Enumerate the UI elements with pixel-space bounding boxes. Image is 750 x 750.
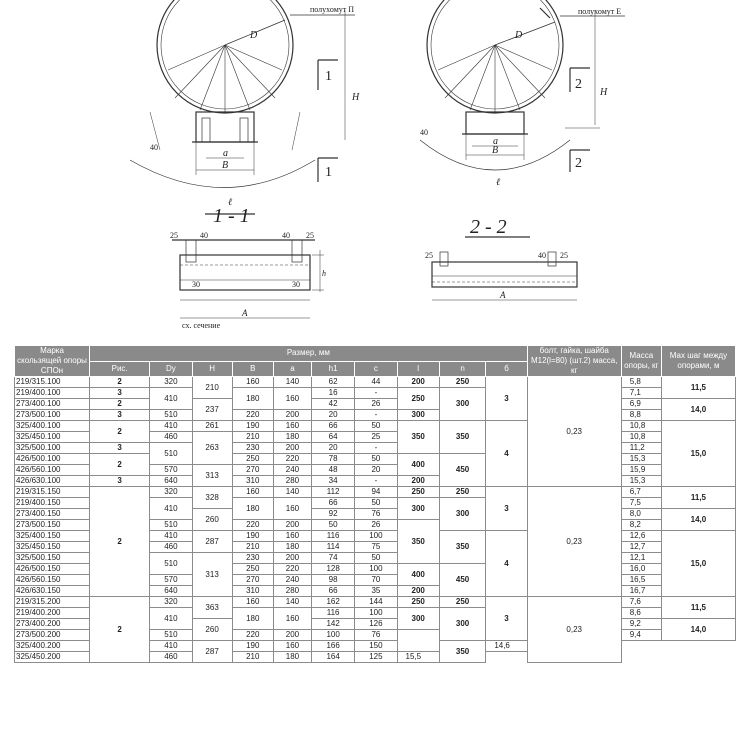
- header-b: B: [232, 361, 273, 377]
- cell-h: 287: [192, 531, 232, 553]
- header-mark: Марка скользящей опоры СПОн: [15, 346, 90, 377]
- cell-h: 260: [192, 619, 232, 641]
- cell-a: 160: [273, 498, 311, 520]
- cell-step: 11,5: [661, 377, 735, 399]
- table-row: [15, 597, 736, 608]
- cell-mark: 273/500.200: [15, 630, 90, 641]
- cell-h1: 166: [311, 641, 354, 652]
- cell-b: 190: [232, 421, 273, 432]
- cell-a: 180: [273, 432, 311, 443]
- cell-b: 250: [232, 564, 273, 575]
- cell-l: 300: [397, 608, 439, 630]
- cell-h: 287: [192, 641, 232, 663]
- cell-dy: 320: [150, 377, 192, 388]
- cell-a: 160: [273, 608, 311, 630]
- cell-h1: 34: [311, 476, 354, 487]
- svg-text:H: H: [600, 87, 608, 98]
- cell-bolt: 0,23: [527, 597, 621, 663]
- cell-c: 150: [355, 641, 397, 652]
- cell-dy: 410: [150, 641, 192, 652]
- cell-a: 160: [273, 421, 311, 432]
- cell-b: 270: [232, 465, 273, 476]
- cell-h1: 164: [311, 652, 354, 663]
- cell-dy: 640: [150, 586, 192, 597]
- cell-h1: 162: [311, 597, 354, 608]
- cell-h1: 78: [311, 454, 354, 465]
- callout-right: полухомут Е: [578, 7, 622, 16]
- cell-mass: 16,5: [621, 575, 661, 586]
- cell-b: 210: [232, 652, 273, 663]
- header-h1: h1: [311, 361, 354, 377]
- cell-mass: 16,0: [621, 564, 661, 575]
- svg-text:В: В: [492, 145, 499, 156]
- cell-a: 140: [273, 377, 311, 388]
- cell-l: [397, 630, 439, 652]
- callout-left: полухомут П: [310, 5, 355, 14]
- cell-fig: 2: [90, 399, 150, 410]
- cell-c: 100: [355, 531, 397, 542]
- cell-step: 14,0: [661, 619, 735, 641]
- cell-l: 350: [397, 421, 439, 454]
- cell-l: 250: [397, 487, 439, 498]
- cell-l: 300: [397, 498, 439, 520]
- cell-dy: 410: [150, 388, 192, 410]
- cell-mark: 325/450.100: [15, 432, 90, 443]
- cell-c: 50: [355, 421, 397, 432]
- cell-dy: 410: [150, 608, 192, 630]
- cell-mass: 12,6: [621, 531, 661, 542]
- technical-drawing: [0, 0, 750, 345]
- cell-mark: 219/315.200: [15, 597, 90, 608]
- header-mass: Масса опоры, кг: [621, 346, 661, 377]
- svg-text:30: 30: [292, 280, 300, 289]
- cell-c: 50: [355, 553, 397, 564]
- cell-mark: 219/315.150: [15, 487, 90, 498]
- svg-text:D: D: [250, 30, 258, 41]
- cell-mass: 15,3: [621, 454, 661, 465]
- cell-b: 220: [232, 410, 273, 421]
- cell-c: 44: [355, 377, 397, 388]
- cell-mark: 426/630.100: [15, 476, 90, 487]
- cell-b: 160: [232, 377, 273, 388]
- cell-b: 190: [232, 641, 273, 652]
- cell-h1: 48: [311, 465, 354, 476]
- cell-step: 15,0: [661, 531, 735, 597]
- cell-b: 230: [232, 443, 273, 454]
- svg-text:A: A: [500, 290, 506, 300]
- section-title-1: 1 - 1: [213, 205, 250, 227]
- cell-mark: 219/400.150: [15, 498, 90, 509]
- cell-l: 200: [397, 586, 439, 597]
- svg-text:ℓ: ℓ: [228, 197, 233, 208]
- cell-c: 25: [355, 432, 397, 443]
- cell-a: 240: [273, 465, 311, 476]
- cell-mass: 15,9: [621, 465, 661, 476]
- cell-h1: 116: [311, 531, 354, 542]
- cell-mark: 325/400.150: [15, 531, 90, 542]
- svg-text:25: 25: [306, 231, 314, 240]
- cell-a: 200: [273, 443, 311, 454]
- cell-l: 400: [397, 564, 439, 586]
- cell-n: 350: [439, 421, 486, 454]
- cell-n: 450: [439, 454, 486, 487]
- cell-mass: 15,3: [621, 476, 661, 487]
- cell-a: 220: [273, 564, 311, 575]
- cell-step: 15,0: [661, 421, 735, 487]
- cell-h1: 66: [311, 421, 354, 432]
- cell-mass: 7,6: [621, 597, 661, 608]
- cell-six: 3: [486, 487, 527, 531]
- cell-mark: 325/400.100: [15, 421, 90, 432]
- cell-fig: 2: [90, 454, 150, 476]
- cell-c: -: [355, 388, 397, 399]
- cell-c: -: [355, 443, 397, 454]
- header-fig: Рис.: [90, 361, 150, 377]
- cell-step: 11,5: [661, 487, 735, 509]
- cell-mass: 14,6: [486, 641, 527, 652]
- section-title-2: 2 - 2: [470, 216, 507, 238]
- cell-c: 76: [355, 630, 397, 641]
- cell-dy: 320: [150, 597, 192, 608]
- header-size-group: Размер, мм: [90, 346, 528, 362]
- cell-b: 180: [232, 498, 273, 520]
- header-bolt: болт, гайка, шайба М12(l=80) (шт.2) масса, кг: [527, 346, 621, 377]
- cell-fig: 2: [90, 597, 150, 663]
- cell-fig: 3: [90, 476, 150, 487]
- cell-mark: 325/450.200: [15, 652, 90, 663]
- cell-h1: 128: [311, 564, 354, 575]
- cell-h1: 66: [311, 498, 354, 509]
- header-h: H: [192, 361, 232, 377]
- cell-dy: 460: [150, 542, 192, 553]
- table-row: [15, 443, 736, 454]
- cell-c: 76: [355, 509, 397, 520]
- cell-h: 263: [192, 432, 232, 465]
- cell-mass: 5,8: [621, 377, 661, 388]
- header-a: a: [273, 361, 311, 377]
- cell-l: 250: [397, 597, 439, 608]
- cell-n: 350: [439, 641, 486, 663]
- cell-h: 328: [192, 487, 232, 509]
- spec-table-body: [15, 377, 736, 663]
- cell-h1: 100: [311, 630, 354, 641]
- svg-text:ℓ: ℓ: [496, 177, 501, 188]
- cell-a: 280: [273, 476, 311, 487]
- cell-h1: 66: [311, 586, 354, 597]
- cell-dy: 410: [150, 498, 192, 520]
- cell-mass: 6,7: [621, 487, 661, 498]
- cell-mass: 9,2: [621, 619, 661, 630]
- cell-dy: 570: [150, 575, 192, 586]
- cell-b: 160: [232, 487, 273, 498]
- svg-text:30: 30: [192, 280, 200, 289]
- cell-h1: 20: [311, 410, 354, 421]
- svg-text:40: 40: [282, 231, 290, 240]
- cell-n: 300: [439, 388, 486, 421]
- cell-dy: 510: [150, 553, 192, 575]
- cell-c: 50: [355, 498, 397, 509]
- cell-h1: 142: [311, 619, 354, 630]
- cell-mass: 15,5: [397, 652, 439, 663]
- cell-c: 94: [355, 487, 397, 498]
- cell-h1: 98: [311, 575, 354, 586]
- cell-c: 50: [355, 454, 397, 465]
- cell-a: 280: [273, 586, 311, 597]
- cell-dy: 410: [150, 421, 192, 432]
- section-marker-2a: 2: [575, 77, 582, 92]
- cell-c: 35: [355, 586, 397, 597]
- cell-n: 250: [439, 487, 486, 498]
- cell-c: 26: [355, 399, 397, 410]
- cell-n: 450: [439, 564, 486, 597]
- cell-mark: 273/400.150: [15, 509, 90, 520]
- cell-six: 3: [486, 597, 527, 641]
- header-dy: Dy: [150, 361, 192, 377]
- svg-text:В: В: [222, 160, 229, 171]
- cell-mark: 325/450.150: [15, 542, 90, 553]
- cell-mass: 8,2: [621, 520, 661, 531]
- svg-text:25: 25: [560, 251, 568, 260]
- table-row: [15, 377, 736, 388]
- cell-dy: 460: [150, 652, 192, 663]
- svg-text:25: 25: [170, 231, 178, 240]
- cell-step: 14,0: [661, 399, 735, 421]
- svg-text:сх. сечение: сх. сечение: [182, 321, 221, 330]
- cell-mark: 219/400.200: [15, 608, 90, 619]
- cell-c: 100: [355, 608, 397, 619]
- svg-text:40: 40: [200, 231, 208, 240]
- cell-n: 350: [439, 531, 486, 564]
- cell-b: 310: [232, 476, 273, 487]
- cell-b: 220: [232, 520, 273, 531]
- table-row: [15, 399, 736, 410]
- cell-bolt: 0,23: [527, 377, 621, 487]
- cell-n: 250: [439, 377, 486, 388]
- cell-mass: 9,4: [621, 630, 661, 641]
- cell-h: 313: [192, 465, 232, 487]
- cell-mass: 11,2: [621, 443, 661, 454]
- cell-c: 26: [355, 520, 397, 531]
- cell-bolt: 0,23: [527, 487, 621, 597]
- cell-mark: 219/400.100: [15, 388, 90, 399]
- cell-l: 200: [397, 377, 439, 388]
- cell-n: 250: [439, 597, 486, 608]
- cell-mark: 325/400.200: [15, 641, 90, 652]
- cell-b: 160: [232, 597, 273, 608]
- cell-h: 363: [192, 597, 232, 619]
- cell-c: 144: [355, 597, 397, 608]
- cell-h1: 42: [311, 399, 354, 410]
- cell-h: 210: [192, 377, 232, 399]
- cell-mass: 10,8: [621, 421, 661, 432]
- cell-mass: 7,1: [621, 388, 661, 399]
- cell-dy: 510: [150, 630, 192, 641]
- cell-dy: 640: [150, 476, 192, 487]
- section-marker-1a: 1: [325, 69, 332, 84]
- table-row: [15, 421, 736, 432]
- cell-dy: 510: [150, 520, 192, 531]
- cell-fig: 3: [90, 388, 150, 399]
- cell-mark: 426/630.150: [15, 586, 90, 597]
- cell-h1: 114: [311, 542, 354, 553]
- cell-a: 200: [273, 410, 311, 421]
- cell-mark: 325/500.100: [15, 443, 90, 454]
- cell-a: 140: [273, 597, 311, 608]
- svg-text:H: H: [352, 92, 360, 103]
- cell-mass: 8,8: [621, 410, 661, 421]
- cell-mark: 325/500.150: [15, 553, 90, 564]
- cell-mass: 10,8: [621, 432, 661, 443]
- cell-mass: 12,1: [621, 553, 661, 564]
- cell-mass: 8,6: [621, 608, 661, 619]
- cell-c: 100: [355, 564, 397, 575]
- cell-b: 250: [232, 454, 273, 465]
- cell-h1: 20: [311, 443, 354, 454]
- cell-a: 140: [273, 487, 311, 498]
- header-six: б: [486, 361, 527, 377]
- header-step: Мах шаг между опорами, м: [661, 346, 735, 377]
- cell-l: 200: [397, 476, 439, 487]
- cell-b: 270: [232, 575, 273, 586]
- cell-mark: 273/500.150: [15, 520, 90, 531]
- cell-mark: 426/500.100: [15, 454, 90, 465]
- cell-b: 220: [232, 630, 273, 641]
- cell-c: 125: [355, 652, 397, 663]
- cell-mark: 273/500.100: [15, 410, 90, 421]
- cell-a: 200: [273, 553, 311, 564]
- cell-six: 4: [486, 531, 527, 597]
- cell-dy: 320: [150, 487, 192, 498]
- svg-text:a: a: [493, 136, 498, 147]
- cell-a: 220: [273, 454, 311, 465]
- cell-mass: 16,7: [621, 586, 661, 597]
- table-row: [15, 476, 736, 487]
- cell-b: 310: [232, 586, 273, 597]
- cell-fig: 2: [90, 377, 150, 388]
- cell-b: 190: [232, 531, 273, 542]
- cell-h1: 64: [311, 432, 354, 443]
- cell-mark: 426/560.150: [15, 575, 90, 586]
- svg-text:h: h: [322, 269, 326, 278]
- cell-h1: 112: [311, 487, 354, 498]
- cell-h1: 116: [311, 608, 354, 619]
- cell-l: 250: [397, 388, 439, 410]
- cell-c: 70: [355, 575, 397, 586]
- cell-h1: 74: [311, 553, 354, 564]
- cell-b: 230: [232, 553, 273, 564]
- header-l: l: [397, 361, 439, 377]
- cell-h1: 92: [311, 509, 354, 520]
- cell-l: 350: [397, 520, 439, 564]
- svg-text:25: 25: [425, 251, 433, 260]
- cell-fig: 2: [90, 421, 150, 443]
- cell-step: 14,0: [661, 509, 735, 531]
- cell-a: 240: [273, 575, 311, 586]
- cell-mark: 426/560.100: [15, 465, 90, 476]
- table-row: [15, 410, 736, 421]
- table-row: [15, 388, 736, 399]
- cell-b: 180: [232, 608, 273, 630]
- cell-h1: 50: [311, 520, 354, 531]
- cell-h: 261: [192, 421, 232, 432]
- cell-mark: 219/315.100: [15, 377, 90, 388]
- svg-text:40: 40: [420, 128, 428, 137]
- svg-text:a: a: [223, 148, 228, 159]
- cell-mark: 273/400.200: [15, 619, 90, 630]
- cell-c: 75: [355, 542, 397, 553]
- header-c: c: [355, 361, 397, 377]
- svg-text:D: D: [515, 30, 523, 41]
- cell-dy: 460: [150, 432, 192, 443]
- cell-b: 180: [232, 388, 273, 410]
- spec-table: [14, 345, 736, 663]
- cell-mark: 273/400.100: [15, 399, 90, 410]
- cell-c: 126: [355, 619, 397, 630]
- cell-a: 160: [273, 641, 311, 652]
- section-marker-2b: 2: [575, 156, 582, 171]
- cell-n: 300: [439, 608, 486, 641]
- cell-a: 160: [273, 388, 311, 410]
- table-row: [15, 454, 736, 465]
- cell-a: 200: [273, 520, 311, 531]
- cell-c: -: [355, 476, 397, 487]
- cell-c: 20: [355, 465, 397, 476]
- cell-fig: 3: [90, 410, 150, 421]
- svg-text:A: A: [242, 308, 248, 318]
- cell-six: 3: [486, 377, 527, 421]
- cell-a: 180: [273, 542, 311, 553]
- cell-mass: 7,5: [621, 498, 661, 509]
- cell-h: 260: [192, 509, 232, 531]
- svg-text:40: 40: [538, 251, 546, 260]
- cell-c: -: [355, 410, 397, 421]
- cell-a: 200: [273, 630, 311, 641]
- cell-l: 300: [397, 410, 439, 421]
- cell-fig: 2: [90, 487, 150, 597]
- cell-dy: 510: [150, 443, 192, 465]
- cell-fig: 3: [90, 443, 150, 454]
- cell-b: 210: [232, 542, 273, 553]
- cell-six: 4: [486, 421, 527, 487]
- cell-n: 300: [439, 498, 486, 531]
- cell-h1: 16: [311, 388, 354, 399]
- cell-l: 400: [397, 454, 439, 476]
- cell-h: 313: [192, 553, 232, 597]
- cell-mark: 426/500.150: [15, 564, 90, 575]
- table-row: [15, 487, 736, 498]
- cell-dy: 510: [150, 410, 192, 421]
- cell-mass: 12,7: [621, 542, 661, 553]
- cell-dy: 570: [150, 465, 192, 476]
- header-n: n: [439, 361, 486, 377]
- cell-mass: 8,0: [621, 509, 661, 520]
- svg-text:40: 40: [150, 143, 158, 152]
- section-marker-1b: 1: [325, 165, 332, 180]
- cell-dy: 410: [150, 531, 192, 542]
- cell-a: 180: [273, 652, 311, 663]
- cell-h: 237: [192, 399, 232, 421]
- cell-mass: 6,9: [621, 399, 661, 410]
- cell-h1: 62: [311, 377, 354, 388]
- cell-a: 160: [273, 531, 311, 542]
- cell-b: 210: [232, 432, 273, 443]
- cell-step: 11,5: [661, 597, 735, 619]
